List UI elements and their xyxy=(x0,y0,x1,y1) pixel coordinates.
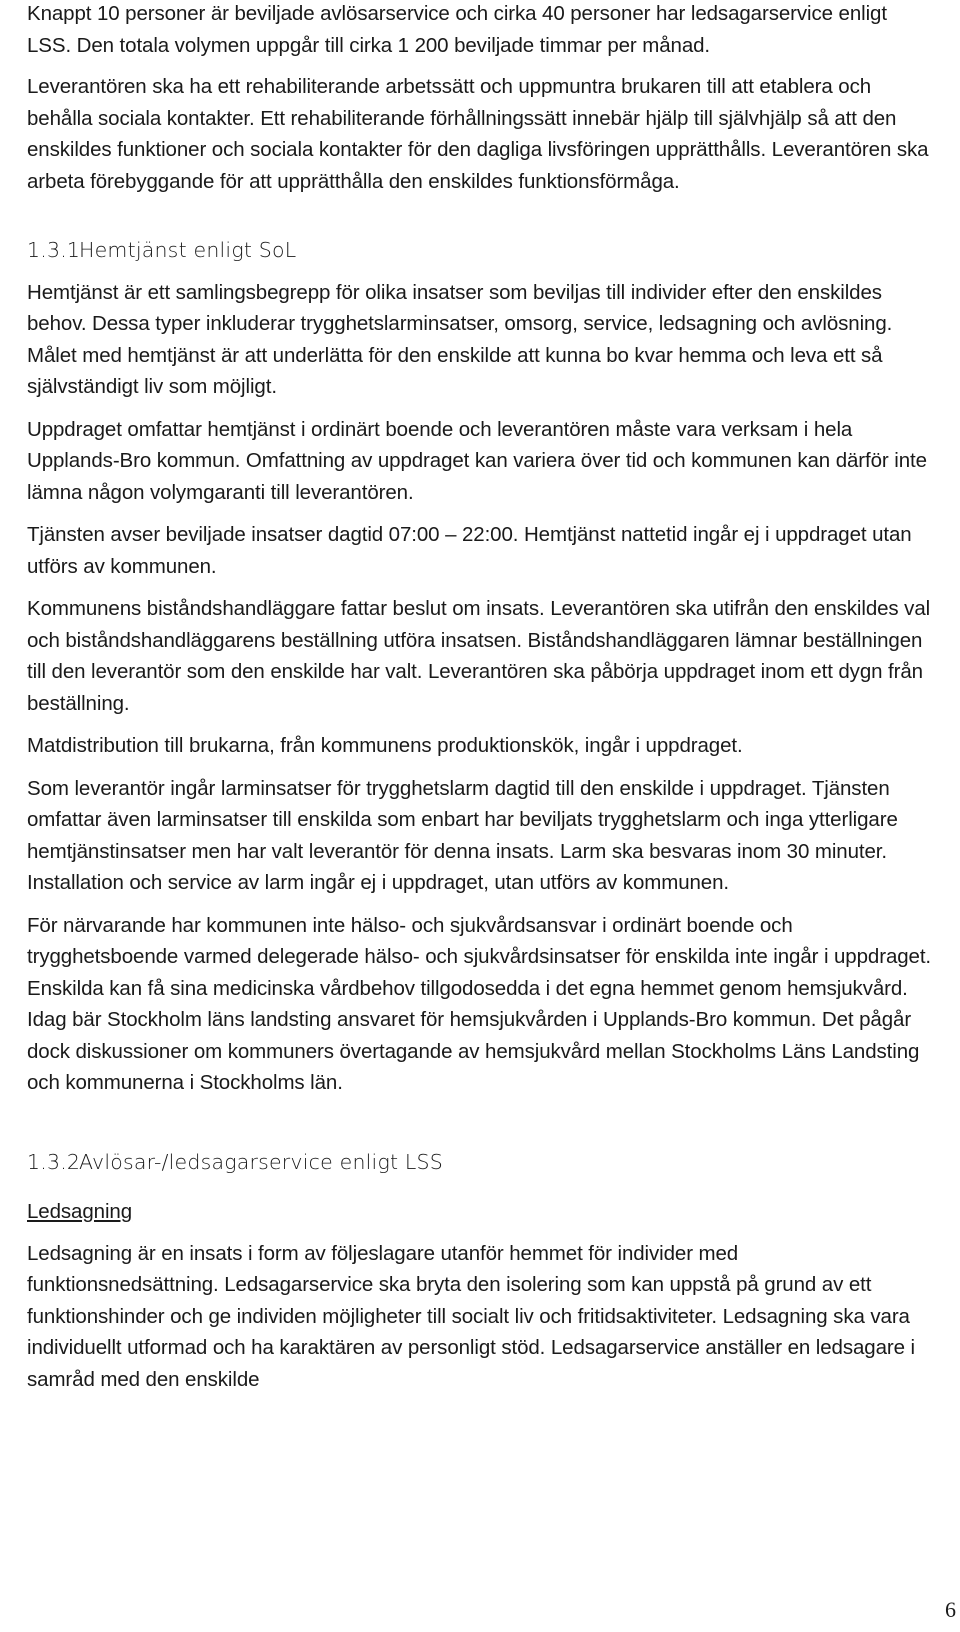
section-title: Avlösar-/ledsagarservice enligt LSS xyxy=(79,1149,443,1174)
paragraph-ledsagning: Ledsagning är en insats i form av följeslagare utanför hemmet för individer med funktionsnedsättning. Ledsagarservice ska bryta den isolering som kan uppstå på grund av ett funktionshinder och ge individen möjligheter till socialt liv och fritidsaktiviteter. Ledsagning ska vara individuellt utformad och ha karaktären av personligt stöd. Ledsagarservice anställer en ledsagare i samråd med den enskilde xyxy=(27,1241,915,1391)
section-number: 1.3.1 xyxy=(27,238,81,262)
document-body xyxy=(27,0,932,1395)
paragraph-volume: Knappt 10 personer är beviljade avlösarservice och cirka 40 personer har ledsagarservice enligt LSS. Den totala volymen uppgår till cirka 1 200 beviljade timmar per månad. xyxy=(27,2,887,57)
section-number: 1.3.2 xyxy=(27,1149,81,1174)
section-heading-avlosar xyxy=(27,1147,932,1179)
paragraph-dagtid: Tjänsten avser beviljade insatser dagtid 07:00 – 22:00. Hemtjänst nattetid ingår ej i uppdraget utan utförs av kommunen. xyxy=(27,523,912,578)
paragraph-larminsatser: Som leverantör ingår larminsatser för trygghetslarm dagtid till den enskilde i uppdraget. Tjänsten omfattar även larminsatser till enskilda som enbart har beviljats trygghetslarm och inga ytterligare hemtjänstinsatser men har valt leverantör för denna insats. Larm ska besvaras inom 30 minuter. Installation och service av larm ingår ej i uppdraget, utan utförs av kommunen. xyxy=(27,776,898,894)
paragraph-uppdraget: Uppdraget omfattar hemtjänst i ordinärt boende och leverantören måste vara verksam i hela Upplands-Bro kommun. Omfattning av uppdraget kan variera över tid och kommunen kan därför inte lämna någon volymgaranti till leverantören. xyxy=(27,417,927,504)
paragraph-halso-sjukvard: För närvarande har kommunen inte hälso- och sjukvårdsansvar i ordinärt boende och trygghetsboende varmed delegerade hälso- och sjukvårdsinsatser för enskilda inte ingår i uppdraget. Enskilda kan få sina medicinska vårdbehov tillgodosedda i det egna hemmet genom hemsjukvård. Idag bär Stockholm läns landsting ansvaret för hemsjukvården i Upplands-Bro kommun. Det pågår dock diskussioner om kommuners övertagande av hemsjukvård mellan Stockholms Läns Landsting och kommunerna i Stockholms län. xyxy=(27,913,932,1094)
paragraph-rehabilitation: Leverantören ska ha ett rehabiliterande arbetssätt och uppmuntra brukaren till att etablera och behålla sociala kontakter. Ett rehabiliterande förhållningssätt innebär hjälp till självhjälp så att den enskildes funktioner och sociala kontakter för den dagliga livsföringen upprätthålls. Leverantören ska arbeta förebyggande för att upprätthålla den enskildes funktionsförmåga. xyxy=(27,75,929,193)
paragraph-bistandshandlaggare: Kommunens biståndshandläggare fattar beslut om insats. Leverantören ska utifrån den enskildes val och biståndshandläggarens beställning utföra insatsen. Biståndshandläggaren lämnar beställningen till den leverantör som den enskilde har valt. Leverantören ska påbörja uppdraget inom ett dygn från beställning. xyxy=(27,597,931,715)
section-heading-hemtjanst xyxy=(27,235,932,267)
paragraph-hemtjanst-definition: Hemtjänst är ett samlingsbegrepp för olika insatser som beviljas till individer efter den enskildes behov. Dessa typer inkluderar trygghetslarminsatser, omsorg, service, ledsagning och avlösning. Målet med hemtjänst är att underlätta för den enskilde att kunna bo kvar hemma och leva ett så självständigt liv som möjligt. xyxy=(27,280,893,398)
paragraph-matdistribution: Matdistribution till brukarna, från kommunens produktionskök, ingår i uppdraget. xyxy=(27,734,743,757)
section-title: Hemtjänst enligt SoL xyxy=(79,238,297,262)
subheading-ledsagning: Ledsagning xyxy=(27,1200,133,1223)
page-number: 6 xyxy=(945,1597,956,1622)
